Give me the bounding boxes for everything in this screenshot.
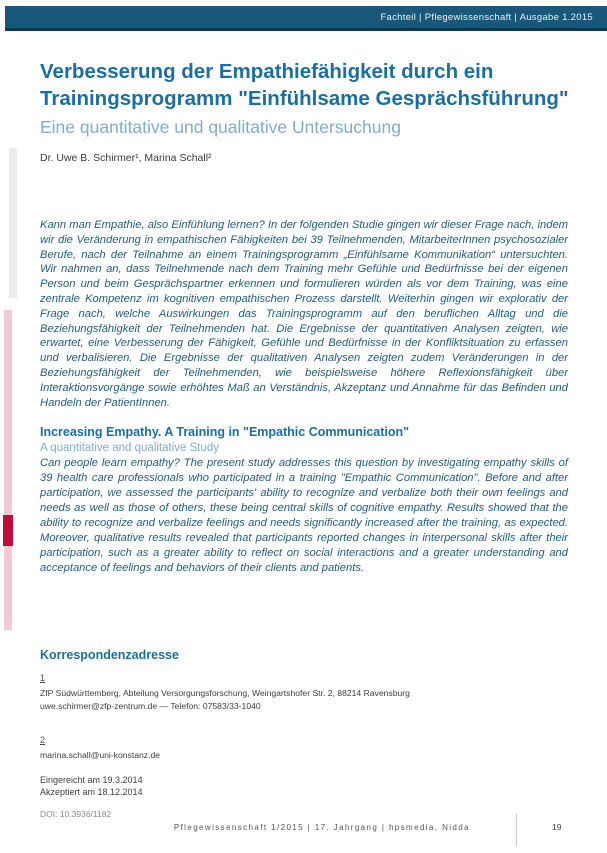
article-title-line2: Trainingsprogramm "Einfühlsame Gesprächsführung" (40, 87, 569, 110)
doi-text: DOI: 10.3936/1182 (40, 809, 112, 820)
submission-dates (40, 774, 568, 798)
page-edge-strip-pink (4, 310, 12, 630)
article-authors: Dr. Uwe B. Schirmer¹, Marina Schall² (40, 152, 212, 164)
article-content (40, 0, 568, 820)
abstract-german: Kann man Empathie, also Einfühlung lernen? In der folgenden Studie gingen wir dieser Frage nach, indem wir die Veränderung in empathischen Fähigkeiten bei 39 Teilnehmenden, MitarbeiterInnen psychosozialer Berufe, nach der Teilnahme an einem Trainingsprogramm „Einfühlsame Kommunikation“ untersuchten. Wir nahmen an, dass Teilnehmende nach dem Training mehr Gefühle und Bedürfnisse bei der eigenen Person und beim Gesprächspartner erkennen und formulieren würden als vor dem Training, was eine zentrale Kompetenz im kognitiven empathischen Prozess darstellt. Weiterhin gingen wir explorativ der Frage nach, welche Auswirkungen das Trainingsprogramm auf den beruflichen Alltag und die Beziehungsfähigkeit der Teilnehmenden hat. Die Ergebnisse der quantitativen Analysen zeigten, wie erwartet, eine Verbesserung der Fähigkeit, Gefühle und Bedürfnisse in der Konfliktsituation zu erfassen und verbalisieren. Die Ergebnisse der qualitativen Analysen zeigten zudem Veränderungen in der Beziehungsfähigkeit der Teilnehmenden, wie beispielsweise höhere Reflexionsfähigkeit über Interaktionsvorgänge sowie erhöhtes Maß an Verständnis, Akzeptanz und Annahme für das Befinden und Handeln der PatientInnen. (40, 219, 568, 409)
footnote-1-address: ZfP Südwürttemberg, Abteilung Versorgungsforschung, Weingartshofer Str. 2, 88214 Ravensburg (40, 687, 410, 698)
correspondence-footnote-1 (40, 663, 568, 713)
article-subtitle: Eine quantitative und qualitative Untersuchung (40, 117, 401, 137)
correspondence-footnote-2 (40, 725, 568, 762)
footer-journal-line: Pflegewissenschaft 1/2015 | 17. Jahrgang | hpsmedia, Nidda (173, 823, 470, 832)
footer-page-number: 19 (552, 822, 562, 832)
article-subtitle-english: A quantitative and qualitative Study (40, 442, 220, 455)
abstract-english: Can people learn empathy? The present study addresses this question by investigating empathy skills of 39 health care professionals who participated in a training "Empathic Communication". Before and after participation, we assessed the participants' ability to recognize and verbalize both their own feelings and needs as well as those of others, these being central skills of cognitive empathy. Results showed that the ability to recognize and verbalize feelings and needs significantly increased after the training, as expected. Moreover, qualitative results revealed that participants reported changes in interpersonal skills after their participation, such as a greater ability to reflect on social interactions and a greater understanding and acceptance of feelings and behaviors of their clients and patients. (40, 457, 568, 574)
article-title-line1: Verbesserung der Empathiefähigkeit durch ein (40, 60, 494, 83)
footnote-1-marker[interactable]: 1 (40, 672, 46, 683)
article-title-english: Increasing Empathy. A Training in "Empathic Communication" (40, 425, 410, 440)
article-title (40, 58, 568, 112)
page-edge-block-red (3, 515, 13, 546)
accepted-date: Akzeptiert am 18.12.2014 (40, 787, 143, 798)
submitted-date: Eingereicht am 19.3.2014 (40, 775, 143, 786)
journal-header-text: Fachteil | Pflegewissenschaft | Ausgabe 1.2015 (380, 11, 593, 23)
footnote-2-marker[interactable]: 2 (40, 734, 46, 745)
footnote-2-contact: marina.schall@uni-konstanz.de (40, 749, 161, 760)
page-edge-tab-gray (9, 148, 17, 298)
correspondence-heading: Korrespondenzadresse (40, 647, 179, 662)
footer-divider (516, 814, 517, 846)
footnote-1-contact: uwe.schirmer@zfp-zentrum.de — Telefon: 07583/33-1040 (40, 701, 261, 712)
